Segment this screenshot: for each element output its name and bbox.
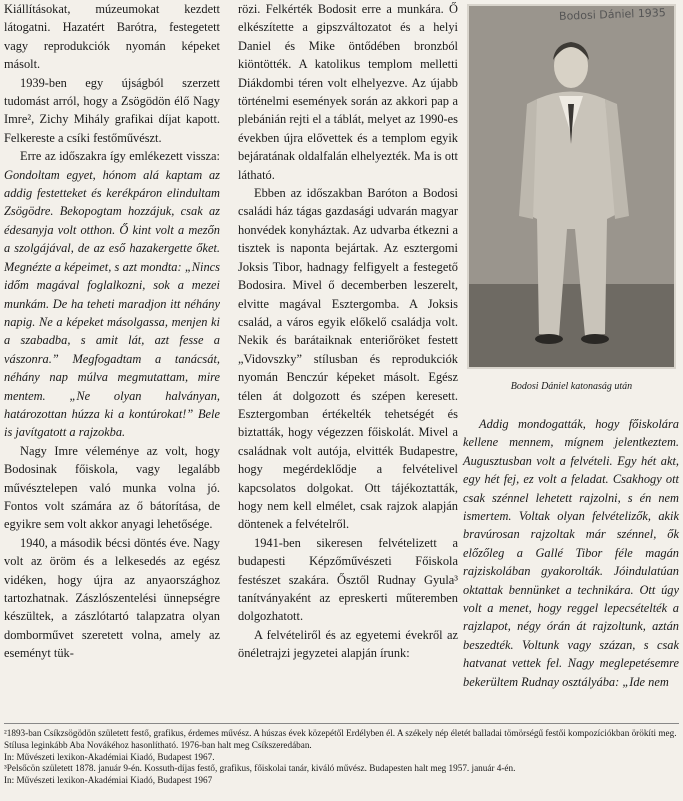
text-column-2 (238, 0, 458, 663)
footnote-divider (4, 723, 679, 724)
footnote-source: In: Művészeti lexikon-Akadémiai Kiadó, Budapest 1967. (4, 751, 215, 762)
paragraph: Addig mondogatták, hogy főiskolára kellene mennem, mígnem jelentkeztem. Augusztusban volt a felvételi. Egy hét akt, egy hét fej, ez volt a feladat. Csakhogy ott csak szénnel lehetett rajzolni, s én nem ismertem. Voltak olyan felvételizők, akik bravúrosan rajzoltak már szénnel, ők előzőleg a Gallé Tibor féle magán rajziskolában gyakorolták. Jóindulatúan oktattak bennünket a technikára. Ott úgy volt a menet, hogy reggel lepecsételték a rajzlapot, négy órán át rajzoltunk, aztán beszedték. Voltunk vagy százan, s csak hatvanat vettek fel. Nagy meglepetésemre bekerültem Rudnay osztályába: „Ide nem (463, 417, 679, 689)
paragraph: Ebben az időszakban Baróton a Bodosi családi ház tágas gazdasági udvarán magyar honvédek konyháztak. Az udvarba étkezni a tisztek is naponta bejártak. Az esztergomi Joksis Tibor, hadnagy felfigyelt a festegető Bodosira. Mivel ő decemberben leszerelt, elvitte magával Esztergomba. A Joksis család, a város egyik előkelő családja volt. Nekik és barátaiknak enteriőröket festett „Vidovszky” stílusban és reprodukciók nyomán Benczúr képeket másolt. Egész télen át dolgozott és szépen keresett. Esztergomban értékelték tehetségét és biztatták, hogy végezzen főiskolát. Mivel a családnak volt autója, elvitték Budapestre, hogy megérdeklődje a felvételivel kapcsolatos dolgokat. Ott tájékoztatták, hogy nem kell elmélet, csak rajzok alapján döntenek a felvételről. (238, 186, 458, 532)
paragraph-intro: Erre az időszakra így emlékezett vissza: (20, 149, 220, 164)
photo-caption: Bodosi Dániel katonaság után (510, 381, 633, 392)
text-column-3 (463, 415, 679, 691)
paragraph: rözi. Felkérték Bodosit erre a munkára. Ő elkészítette a gipszváltozatot és a helyi Daniel és Mike öntődében bronzból kiöntötték. A katolikus templom melletti Diákdombi téren volt elhelyezve. Az újabb történelmi események során az akkori pap a plebánián rejti el a táblát, melyet az 1990-es években újra elővettek és a templom egyik bejáratának oldalfalán elhelyezték. Ma is ott látható. (238, 2, 458, 182)
paragraph (4, 147, 220, 442)
photo-inscription: Bodosi Dániel 1935 (558, 6, 667, 23)
footnote: ²1893-ban Csíkzsögödön született festő, grafikus, érdemes művész. A húszas évek közepétől Erdélyben él. A székely nép életét balladai tömörségű festői kompozíciókban örökíti meg. Stílusa leginkább Aba Novákéhoz hasonlítható. 1976-ban halt meg Csíkszeredában. (4, 728, 677, 750)
portrait-photo (467, 4, 676, 369)
quote-italic: Gondoltam egyet, hónom alá kaptam az addig festetteket és kerékpáron elindultam Zsögödre. Bekopogtam hozzájuk, csak az édesanyja volt otthon. Ő kint volt a mezőn a szolgájával, de az eső hazakergette őket. Megnézte a képeimet, s azt mondta: „Nincs időm magával foglalkozni, sok a mezei munkám. De ha teheti maradjon itt néhány napig. Ne a képeket másolgassa, menjen ki a szabadba, s amit lát, azt fesse a vászonra.” Megfogadtam a tanácsát, néhány nap múlva megmutattam, mire mentem. „Ne olyan halványan, határozottan húzza ki a kontúrokat!” Bele is javítgatott a rajzokba. (4, 167, 220, 440)
footnote: ³Pelsőcön született 1878. január 9-én. Kossuth-díjas festő, grafikus, főiskolai tanár, kiváló művész. Budapesten halt meg 1957. január 4-én. (4, 763, 516, 774)
text-column-1 (4, 0, 220, 663)
paragraph: 1941-ben sikeresen felvételizett a budapesti Képzőművészeti Főiskola festészet szakára. Ősztől Rudnay Gyula³ tanítványaként az epreskerti műteremben dolgozhatott. (238, 535, 458, 624)
photo-border (467, 4, 676, 369)
paragraph: 1939-ben egy újságból szerzett tudomást arról, hogy a Zsögödön élő Nagy Imre², Zichy Mihály grafikai díjat kapott. Felkereste a csíki festőművészt. (4, 75, 220, 145)
paragraph: Nagy Imre véleménye az volt, hogy Bodosinak főiskola, vagy legalább művésztelepen való munka volna jó. Fontos volt számára az ő bátorítása, de egyikre sem volt akkor anyagi lehetősége. (4, 443, 220, 532)
paragraph: Kiállításokat, múzeumokat kezdett látogatni. Hazatért Barótra, festegetett vagy reprodukciók nyomán képeket másolt. (4, 2, 220, 72)
paragraph: A felvételiről és az egyetemi évekről az önéletrajzi jegyzetei alapján írunk: (238, 627, 458, 661)
paragraph: 1940, a második bécsi döntés éve. Nagy volt az öröm és a lelkesedés az egész vidéken, hogy újra az anyaországhoz tartozhatnak. Zászlószentelési ünnepségre készültek, a zászlótartó talapzatra olyan domborművet szeretett volna, amely az eseményt tük- (4, 535, 220, 661)
footnote-source: In: Művészeti lexikon-Akadémiai Kiadó, Budapest 1967 (4, 775, 213, 786)
footnotes (4, 728, 680, 787)
